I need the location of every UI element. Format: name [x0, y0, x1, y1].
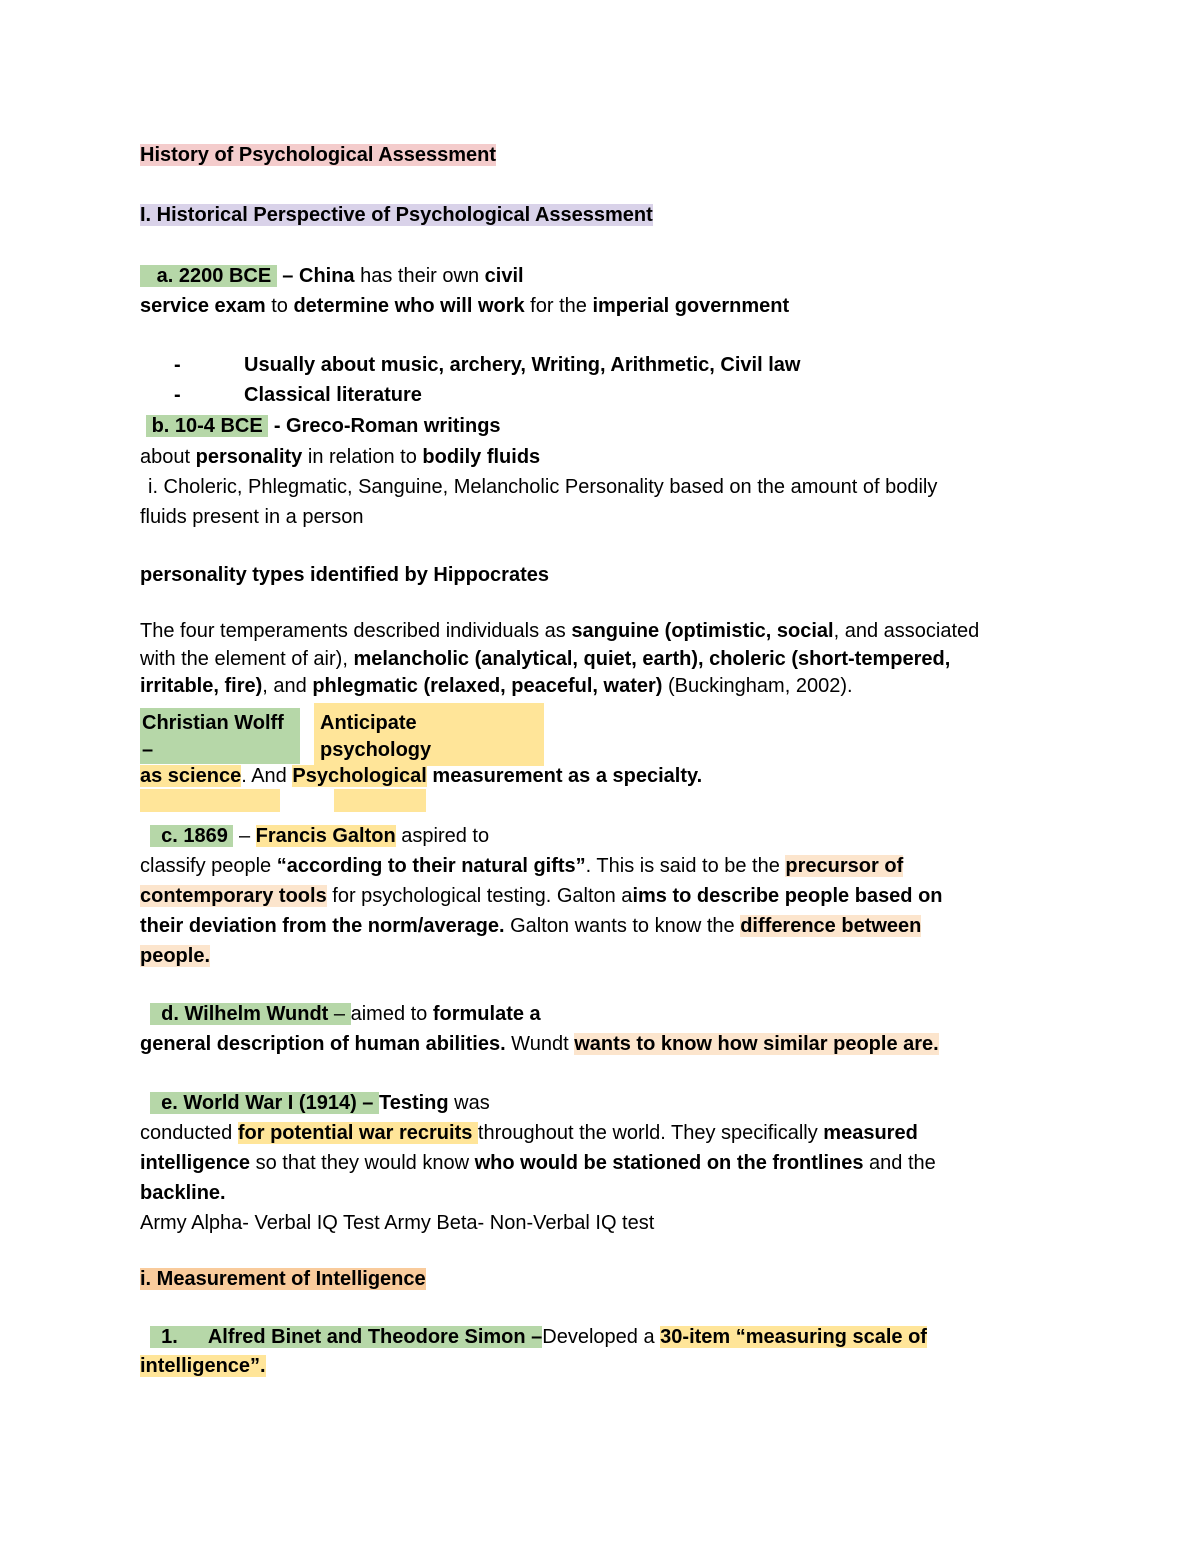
text-run: and the [863, 1152, 936, 1174]
text-run: . And [241, 765, 293, 787]
item-e-line2 [140, 1120, 918, 1146]
text-run: people. [140, 945, 211, 967]
item-c-name: Francis Galton [255, 825, 396, 847]
text-run: intelligence [140, 1152, 251, 1174]
item-a-china: China [299, 265, 355, 287]
item-a-civil: civil [484, 265, 524, 287]
text-run: – [328, 1003, 351, 1025]
text-run: sanguine (optimistic, social [571, 620, 834, 642]
text-run: Developed a [542, 1326, 661, 1348]
text-run: bodily fluids [422, 446, 541, 468]
text-run: determine who will work [293, 295, 525, 317]
bullet-dash: - [174, 354, 181, 376]
text-run: irritable, fire) [140, 675, 263, 697]
text-run: (Buckingham, 2002). [662, 675, 853, 697]
text-run: The four temperaments described individuals as [140, 620, 572, 642]
text-run: difference between [740, 915, 922, 937]
section-heading-text: I. Historical Perspective of Psychological Assessment [140, 204, 653, 226]
item-c-line3 [140, 883, 943, 909]
text-run: intelligence”. [140, 1355, 266, 1377]
text-run: in relation to [302, 446, 423, 468]
hippocrates-text: personality types identified by Hippocrates [140, 564, 549, 586]
text-run: Psychological [292, 765, 427, 787]
wolff-name: Christian Wolff [142, 712, 284, 734]
bullet-dash: - [174, 384, 181, 406]
item-a-date: a. 2200 BCE [156, 265, 272, 287]
item-a-sep: – [276, 265, 299, 287]
item-b-line2 [140, 444, 540, 470]
text-run: to [265, 295, 294, 317]
item-e-lead: e. World War I (1914) – [161, 1092, 379, 1114]
item-b-date-highlight [146, 415, 268, 437]
text-run: – [233, 825, 256, 847]
text-run: measured [823, 1122, 918, 1144]
item-a-line1 [140, 263, 524, 289]
item-c-line2 [140, 853, 903, 879]
item-c-line4 [140, 913, 921, 939]
text-run: for psychological testing. Galton a [326, 885, 633, 907]
wolff-dash: – [142, 739, 154, 761]
wolff-line3 [140, 763, 702, 789]
item-c-line5 [140, 943, 210, 969]
text-run: imperial government [592, 295, 790, 317]
text-run: formulate a [432, 1003, 541, 1025]
item-d-line2 [140, 1031, 939, 1057]
bullet-text: Classical literature [244, 384, 422, 406]
text-run: precursor of [785, 855, 904, 877]
item-b-date: b. 10-4 BCE [151, 415, 263, 437]
text-run: aimed to [350, 1003, 433, 1025]
item-1-num: 1. [161, 1326, 178, 1348]
text-run: was [448, 1092, 490, 1114]
document-title [140, 142, 496, 168]
bullet-text: Usually about music, archery, Writing, Arithmetic, Civil law [244, 354, 801, 376]
item-a-text: has their own [354, 265, 485, 287]
text-run: conducted [140, 1122, 238, 1144]
psychology-text: psychology [320, 739, 432, 761]
text-run: so that they would know [250, 1152, 475, 1174]
text-run: with the element of air), [140, 648, 354, 670]
item-c-date-highlight [150, 825, 233, 847]
item-c-date: c. 1869 [161, 825, 228, 847]
section-heading-historical [140, 202, 653, 228]
text-run: general description of human abilities. [140, 1033, 506, 1055]
text-run: backline. [140, 1182, 226, 1204]
text-run: Galton wants to know the [504, 915, 741, 937]
text-run: service exam [140, 295, 266, 317]
text-run: throughout the world. They specifically [477, 1122, 824, 1144]
bullet-item [174, 382, 422, 408]
text-run: who would be stationed on the frontlines [474, 1152, 864, 1174]
item-e-lead-highlight [150, 1092, 379, 1114]
item-b-line1 [146, 413, 501, 439]
text-run: about [140, 446, 196, 468]
item-e-line1 [150, 1090, 490, 1116]
text-run: phlegmatic (relaxed, peaceful, water) [312, 675, 663, 697]
item-e-line3 [140, 1150, 936, 1176]
text-run: melancholic (analytical, quiet, earth), choleric (short-tempered, [353, 648, 951, 670]
text-run: measurement as a specialty. [426, 765, 703, 787]
text-run: , and [262, 675, 313, 697]
item-c-line1 [150, 823, 489, 849]
bullet-item [174, 352, 800, 378]
item-a-date-highlight [140, 265, 277, 287]
temperaments-line1 [140, 618, 979, 644]
item-d-lead-highlight [150, 1003, 351, 1025]
item-1-highlight [150, 1326, 542, 1348]
text-run: aspired to [395, 825, 490, 847]
text-run: Wundt [505, 1033, 575, 1055]
title-text: History of Psychological Assessment [140, 144, 497, 166]
measurement-heading [140, 1266, 426, 1292]
item-b-sub-line2: fluids present in a person [140, 506, 364, 528]
hippocrates-line [140, 562, 549, 588]
item-a-line2 [140, 293, 789, 319]
text-run: “according to their natural gifts” [276, 855, 586, 877]
item-b-rest: - Greco-Roman writings [268, 415, 501, 437]
item-e-line5: Army Alpha- Verbal IQ Test Army Beta- Non-Verbal IQ test [140, 1212, 655, 1234]
text-run: for the [524, 295, 593, 317]
text-run: for potential war recruits [237, 1122, 478, 1144]
text-run: personality [195, 446, 303, 468]
item-e-line4 [140, 1180, 226, 1206]
highlight-remnant [140, 789, 280, 812]
temperaments-line3 [140, 673, 853, 699]
text-run: wants to know how similar people are. [574, 1033, 939, 1055]
text-run: their deviation from the norm/average. [140, 915, 505, 937]
text-run: as science [140, 765, 242, 787]
item-b-sub-line1: i. Choleric, Phlegmatic, Sanguine, Melancholic Personality based on the amount of bodily [148, 476, 938, 498]
measurement-heading-text: i. Measurement of Intelligence [140, 1268, 426, 1290]
item-1-line1 [150, 1324, 927, 1350]
highlight-remnant [334, 789, 426, 812]
item-1-name: Alfred Binet and Theodore Simon – [207, 1326, 543, 1348]
temperaments-line2 [140, 646, 950, 672]
text-run: , and associated [833, 620, 980, 642]
text-run: contemporary tools [140, 885, 327, 907]
anticipate-text: Anticipate [320, 712, 417, 734]
text-run: . This is said to be the [585, 855, 786, 877]
text-run: 30-item “measuring scale of [660, 1326, 927, 1348]
item-d-lead: d. Wilhelm Wundt [161, 1003, 329, 1025]
text-run: classify people [140, 855, 277, 877]
item-d-line1 [150, 1001, 541, 1027]
item-1-line2 [140, 1353, 266, 1379]
text-run: Testing [378, 1092, 449, 1114]
text-run: ims to describe people based on [632, 885, 943, 907]
